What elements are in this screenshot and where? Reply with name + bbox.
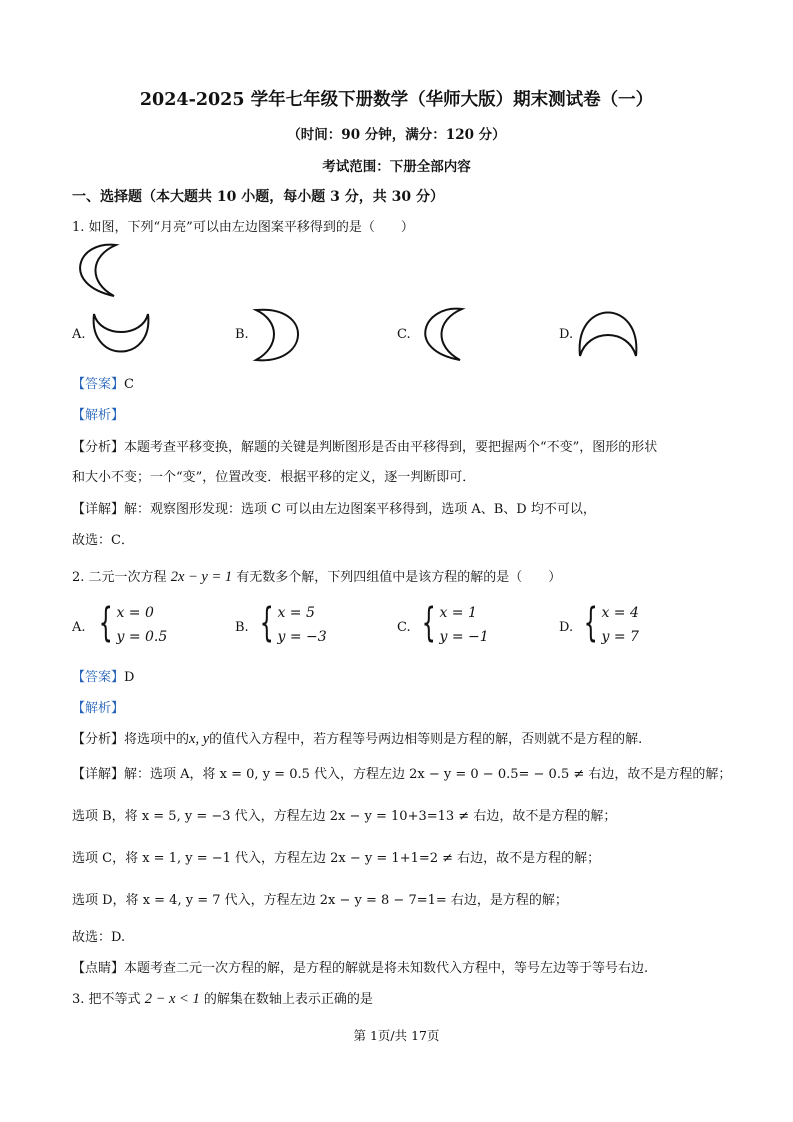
detail-tag: 【详解】 bbox=[72, 502, 125, 517]
q1-option-a-moon-figure bbox=[92, 312, 150, 358]
dianjing-tag: 【点睛】 bbox=[72, 961, 125, 976]
q2-choose: 故选：D. bbox=[72, 930, 126, 945]
q2-option-c-x: x = 1 bbox=[439, 605, 477, 621]
q2-option-b-system bbox=[254, 601, 327, 649]
q1-option-b-label: B. bbox=[235, 327, 249, 342]
q2-option-b-y: y = −3 bbox=[277, 629, 327, 645]
q2-fenxi-pre: 将选项中的 bbox=[124, 732, 190, 747]
detail-tag: 【详解】 bbox=[72, 767, 125, 782]
q2-analysis-tag: 【解析】 bbox=[72, 701, 125, 716]
q2-fenxi-post: 的值代入方程中，若方程等号两边相等则是方程的解，否则就不是方程的解. bbox=[209, 732, 643, 747]
q2-option-d-system bbox=[578, 601, 639, 649]
q2-stem-post: 有无数多个解，下列四组值中是该方程的解的是（ ） bbox=[236, 570, 562, 585]
q2-fenxi-vars: x, y bbox=[189, 731, 210, 747]
q2-stem-pre: 2. 二元一次方程 bbox=[72, 570, 167, 585]
q3-stem bbox=[72, 988, 373, 1008]
q2-detail-c: 选项 C，将 x = 1, y = −1 代入，方程左边 2x − y = 1+1=2 ≠ 右边，故不是方程的解； bbox=[72, 851, 601, 866]
q2-equation: 2x − y = 1 bbox=[170, 569, 233, 585]
fenxi-tag: 【分析】 bbox=[72, 440, 125, 455]
q3-stem-post: 的解集在数轴上表示正确的是 bbox=[203, 992, 373, 1007]
brace-icon: { bbox=[98, 600, 113, 646]
q2-answer bbox=[72, 666, 134, 685]
q1-choose: 故选：C． bbox=[72, 533, 134, 548]
q2-option-c-y: y = −1 bbox=[439, 629, 489, 645]
q2-option-a-y: y = 0.5 bbox=[116, 629, 168, 645]
q2-option-a-system bbox=[93, 601, 167, 649]
q1-option-c-label: C. bbox=[397, 327, 411, 342]
q2-option-b-x: x = 5 bbox=[277, 605, 315, 621]
q1-detail-text: 解：观察图形发现：选项 C 可以由左边图案平移得到，选项 A、B、D 均不可以， bbox=[124, 502, 596, 517]
q1-option-a-label: A. bbox=[72, 327, 86, 342]
q2-fenxi bbox=[72, 728, 642, 748]
q1-fenxi-line-1 bbox=[72, 436, 657, 455]
q2-detail-b: 选项 B，将 x = 5, y = −3 代入，方程左边 2x − y = 10+3=13 ≠ 右边，故不是方程的解； bbox=[72, 809, 617, 824]
q2-option-c-system bbox=[416, 601, 489, 649]
brace-icon: { bbox=[421, 600, 436, 646]
brace-icon: { bbox=[259, 600, 274, 646]
q1-fenxi-line-2: 和大小不变；一个“变”，位置改变．根据平移的定义，逐一判断即可． bbox=[72, 470, 476, 485]
q2-option-b-label: B. bbox=[235, 620, 249, 635]
brace-icon: { bbox=[583, 600, 598, 646]
q3-inequality: 2 − x < 1 bbox=[144, 991, 200, 1007]
q2-option-d-x: x = 4 bbox=[601, 605, 639, 621]
q2-option-c-label: C. bbox=[397, 620, 411, 635]
answer-tag: 【答案】 bbox=[72, 377, 125, 392]
q2-option-d-y: y = 7 bbox=[601, 629, 639, 645]
q2-option-a-x: x = 0 bbox=[116, 605, 154, 621]
q2-detail-a-text: 解：选项 A，将 x = 0, y = 0.5 代入，方程左边 2x − y = 0 − 0.5= − 0.5 ≠ 右边，故不是方程的解； bbox=[124, 767, 732, 782]
page-title: 2024-2025 学年七年级下册数学（华师大版）期末测试卷（一） bbox=[139, 90, 654, 110]
page-footer: 第 1页/共 17页 bbox=[353, 1028, 440, 1043]
section-heading: 一、选择题（本大题共 10 小题，每小题 3 分，共 30 分） bbox=[72, 189, 444, 205]
q1-option-c-moon-figure bbox=[414, 308, 466, 362]
exam-scope: 考试范围：下册全部内容 bbox=[322, 159, 471, 175]
q2-detail-a bbox=[72, 763, 731, 782]
exam-time-info: （时间：90 分钟，满分：120 分） bbox=[287, 127, 506, 143]
q3-stem-pre: 3. 把不等式 bbox=[72, 992, 141, 1007]
answer-tag: 【答案】 bbox=[72, 670, 125, 685]
q1-option-d-moon-figure bbox=[578, 310, 638, 358]
q1-analysis-tag: 【解析】 bbox=[72, 408, 125, 423]
q1-reference-moon-figure bbox=[70, 244, 120, 298]
q2-stem bbox=[72, 566, 561, 586]
q2-option-a-label: A. bbox=[72, 620, 86, 635]
q2-option-d-label: D. bbox=[559, 620, 574, 635]
q2-dianjing bbox=[72, 957, 648, 976]
q1-stem: 1. 如图，下列“月亮”可以由左边图案平移得到的是（ ） bbox=[72, 220, 414, 235]
q1-option-d-label: D. bbox=[559, 327, 574, 342]
fenxi-tag: 【分析】 bbox=[72, 732, 125, 747]
q1-answer-value: C bbox=[124, 377, 134, 392]
q1-detail bbox=[72, 498, 596, 517]
q1-fenxi-text-1: 本题考查平移变换，解题的关键是判断图形是否由平移得到，要把握两个“不变”，图形的形状 bbox=[124, 440, 658, 455]
q2-answer-value: D bbox=[124, 670, 135, 685]
q1-option-b-moon-figure bbox=[254, 309, 302, 361]
q1-answer bbox=[72, 373, 134, 392]
q2-detail-d: 选项 D，将 x = 4, y = 7 代入，方程左边 2x − y = 8 − 7=1= 右边，是方程的解； bbox=[72, 893, 568, 908]
q2-dianjing-text: 本题考查二元一次方程的解，是方程的解就是将未知数代入方程中，等号左边等于等号右边. bbox=[124, 961, 649, 976]
